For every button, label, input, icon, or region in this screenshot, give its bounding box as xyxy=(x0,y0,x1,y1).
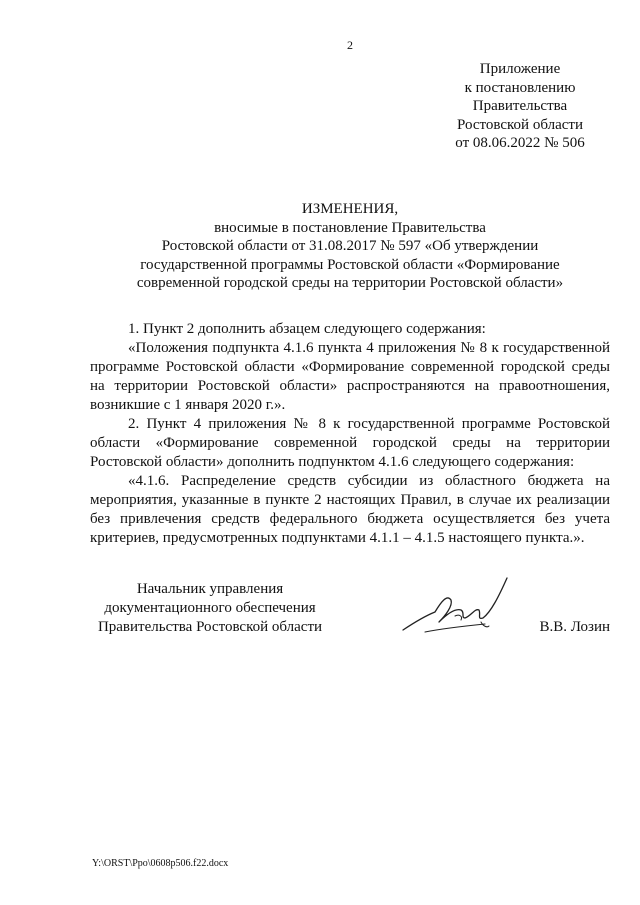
title-line: государственной программы Ростовской области «Формирование xyxy=(140,256,560,273)
appendix-line: к постановлению xyxy=(464,79,576,96)
signature-block xyxy=(90,580,610,660)
title-line: современной городской среды на территории Ростовской области» xyxy=(136,275,564,291)
signatory-title-line: Начальник управления xyxy=(136,581,284,597)
appendix-line: от 08.06.2022 № 506 xyxy=(455,135,585,151)
signatory-title xyxy=(90,580,330,637)
body-paragraph: «Положения подпункта 4.1.6 пункта 4 приложения № 8 к государственной программе Ростовской области «Формирование современной городской среды на территории Ростовской области» распространяются на правоотношения, возникшие с 1 января 2020 г.». xyxy=(90,340,610,413)
body-paragraph: 1. Пункт 2 дополнить абзацем следующего содержания: xyxy=(128,321,486,337)
title-heading: ИЗМЕНЕНИЯ, xyxy=(301,201,399,217)
file-path-footer: Y:\ORST\Ppo\0608p506.f22.docx xyxy=(92,858,229,869)
handwritten-signature xyxy=(395,572,515,642)
appendix-line: Ростовской области xyxy=(457,116,583,133)
appendix-header xyxy=(440,60,600,153)
body-paragraph: «4.1.6. Распределение средств субсидии из областного бюджета на мероприятия, указанные в пункте 2 настоящих Правил, в случае их реализации без привлечения средств федерального бюджета осуществляется без учета критериев, предусмотренных подпунктами 4.1.1 – 4.1.5 настоящего пункта.». xyxy=(90,473,610,546)
document-title xyxy=(100,200,600,293)
body-paragraph: 2. Пункт 4 приложения № 8 к государственной программе Ростовской области «Формирование современной городской среды на территории Ростовской области» дополнить подпунктом 4.1.6 следующего содержания: xyxy=(90,416,610,470)
signatory-title-line: документационного обеспечения xyxy=(104,600,316,616)
document-body xyxy=(90,320,610,548)
signatory-title-line: Правительства Ростовской области xyxy=(97,619,323,635)
appendix-line: Приложение xyxy=(479,61,561,77)
signatory-name: В.В. Лозин xyxy=(539,619,610,635)
appendix-line: Правительства xyxy=(472,98,568,114)
title-line: вносимые в постановление Правительства xyxy=(214,219,486,236)
page-number: 2 xyxy=(347,38,353,52)
title-line: Ростовской области от 31.08.2017 № 597 «Об утверждении xyxy=(161,238,539,254)
